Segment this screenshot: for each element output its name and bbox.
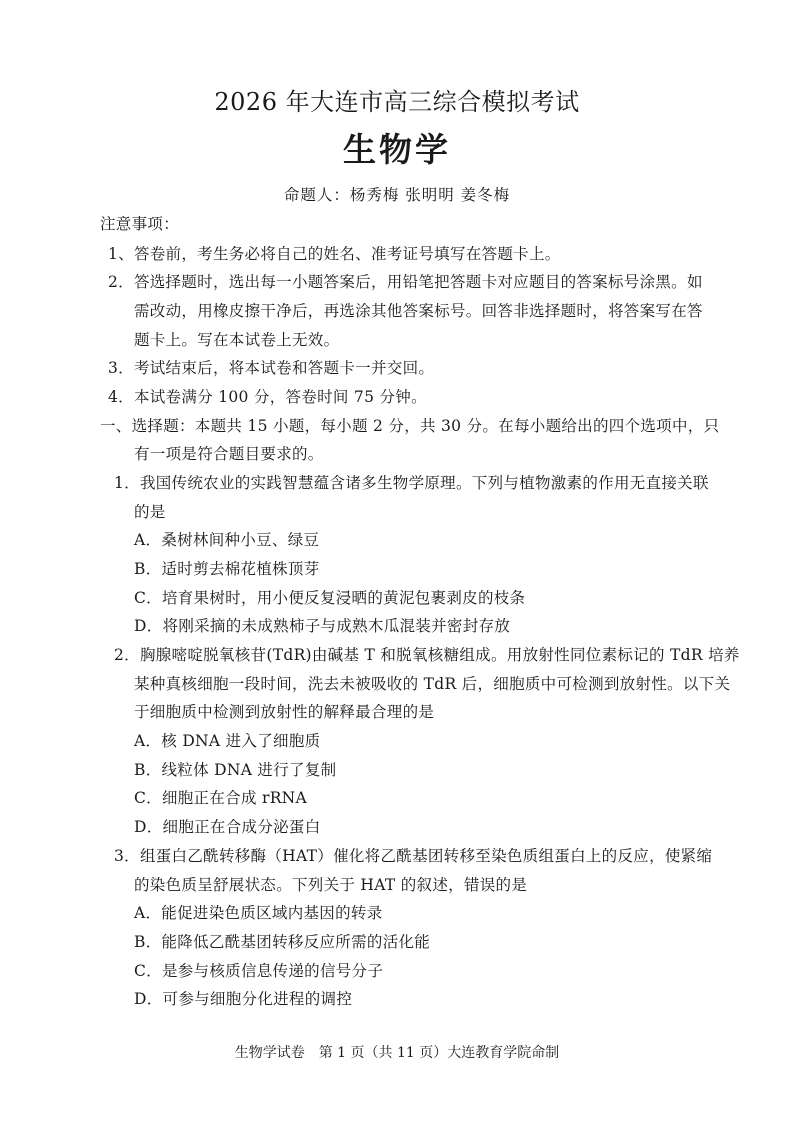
question-2-stem-line-2: 某种真核细胞一段时间，洗去未被吸收的 TdR 后，细胞质中可检测到放射性。以下关 xyxy=(134,675,731,693)
authors-line: 命题人：杨秀梅 张明明 姜冬梅 xyxy=(283,186,511,204)
notice-item-1: 1、答卷前，考生务必将自己的姓名、准考证号填写在答题卡上。 xyxy=(108,245,561,263)
question-2-stem-line-3: 于细胞质中检测到放射性的解释最合理的是 xyxy=(134,703,435,721)
notice-heading: 注意事项： xyxy=(100,215,180,233)
section-heading-line-1: 一、选择题：本题共 15 小题，每小题 2 分，共 30 分。在每小题给出的四个选项中，只 xyxy=(100,417,720,435)
question-1-stem-line-1: 1．我国传统农业的实践智慧蕴含诸多生物学原理。下列与植物激素的作用无直接关联 xyxy=(114,474,709,492)
question-2-option-a: A．核 DNA 进入了细胞质 xyxy=(134,732,321,750)
question-3-option-b: B．能降低乙酰基团转移反应所需的活化能 xyxy=(134,933,431,951)
subject-title: 生物学 xyxy=(343,130,451,169)
notice-item-2-line-3: 题卡上。写在本试卷上无效。 xyxy=(134,331,340,349)
question-3-stem-line-2: 的染色质呈舒展状态。下列关于 HAT 的叙述，错误的是 xyxy=(134,876,528,894)
question-2-option-c: C．细胞正在合成 rRNA xyxy=(134,789,308,807)
notice-item-2-line-2: 需改动，用橡皮擦干净后，再选涂其他答案标号。回答非选择题时，将答案写在答 xyxy=(134,302,703,320)
question-1-option-a: A．桑树林间种小豆、绿豆 xyxy=(134,531,320,549)
notice-item-2-line-1: 2．答选择题时，选出每一小题答案后，用铅笔把答题卡对应题目的答案标号涂黑。如 xyxy=(108,273,703,291)
question-2-option-d: D．细胞正在合成分泌蛋白 xyxy=(134,818,321,836)
question-3-option-d: D．可参与细胞分化进程的调控 xyxy=(134,990,353,1008)
question-1-option-b: B．适时剪去棉花植株顶芽 xyxy=(134,560,320,578)
section-heading-line-2: 有一项是符合题目要求的。 xyxy=(134,445,324,463)
question-2-option-b: B．线粒体 DNA 进行了复制 xyxy=(134,761,337,779)
question-3-stem-line-1: 3．组蛋白乙酰转移酶（HAT）催化将乙酰基团转移至染色质组蛋白上的反应，使紧缩 xyxy=(114,847,713,865)
exam-title: 2026 年大连市高三综合模拟考试 xyxy=(214,88,580,116)
question-2-stem-line-1: 2．胸腺嘧啶脱氧核苷(TdR)由碱基 T 和脱氧核糖组成。用放射性同位素标记的 TdR 培养 xyxy=(114,646,740,664)
question-3-option-c: C．是参与核质信息传递的信号分子 xyxy=(134,962,384,980)
question-1-option-c: C．培育果树时，用小便反复浸晒的黄泥包裹剥皮的枝条 xyxy=(134,589,526,607)
question-3-option-a: A．能促进染色质区域内基因的转录 xyxy=(134,904,383,922)
question-1-option-d: D．将刚采摘的未成熟柿子与成熟木瓜混装并密封存放 xyxy=(134,617,511,635)
notice-item-4: 4．本试卷满分 100 分，答卷时间 75 分钟。 xyxy=(108,388,427,406)
question-1-stem-line-2: 的是 xyxy=(134,503,166,521)
notice-item-3: 3．考试结束后，将本试卷和答题卡一并交回。 xyxy=(108,359,435,377)
page-footer: 生物学试卷 第 1 页（共 11 页）大连教育学院命制 xyxy=(234,1045,560,1061)
